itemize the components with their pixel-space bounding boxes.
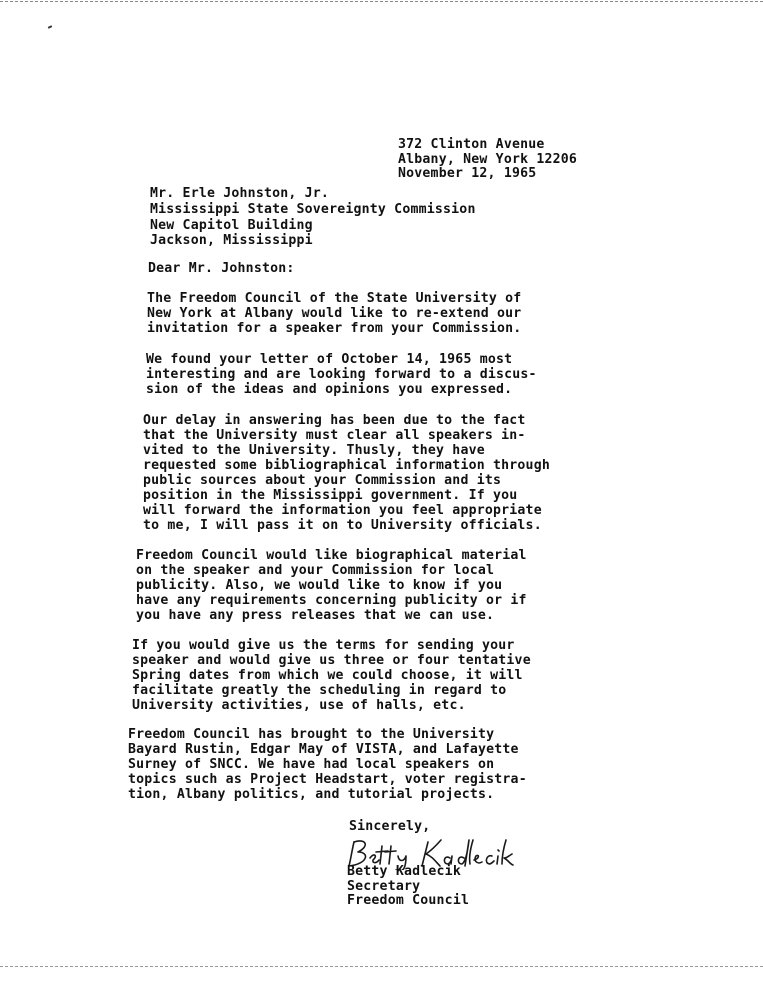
paragraph-line: tion, Albany politics, and tutorial projects. xyxy=(128,787,495,802)
paragraph-line: Our delay in answering has been due to the fact xyxy=(143,413,526,428)
paragraph-line: invitation for a speaker from your Commission. xyxy=(147,321,522,336)
paragraph-line: public sources about your Commission and its xyxy=(143,473,502,488)
paragraph-line: Bayard Rustin, Edgar May of VISTA, and Lafayette xyxy=(128,742,519,757)
paragraph-line: Surney of SNCC. We have had local speakers on xyxy=(128,757,495,772)
letter-date: November 12, 1965 xyxy=(398,166,537,181)
paragraph-line: Freedom Council has brought to the University xyxy=(128,727,495,742)
paragraph-line: that the University must clear all speakers in- xyxy=(143,428,526,443)
signer-organization: Freedom Council xyxy=(347,893,470,908)
paragraph-line: requested some bibliographical information through xyxy=(143,458,550,473)
salutation: Dear Mr. Johnston: xyxy=(148,261,295,276)
paragraph-line: topics such as Project Headstart, voter registra- xyxy=(128,772,527,787)
return-address-street: 372 Clinton Avenue xyxy=(398,137,545,152)
paragraph-line: have any requirements concerning publicity or if xyxy=(136,593,527,608)
paragraph-line: speaker and would give us three or four tentative xyxy=(132,653,531,668)
recipient-building: New Capitol Building xyxy=(150,218,313,233)
paragraph-line: The Freedom Council of the State University of xyxy=(147,291,522,306)
paragraph-line: We found your letter of October 14, 1965 most xyxy=(146,352,513,367)
paragraph-line: facilitate greatly the scheduling in regard to xyxy=(132,683,507,698)
scan-speck xyxy=(48,25,52,29)
recipient-organization: Mississippi State Sovereignty Commission xyxy=(150,202,476,217)
paragraph-line: Spring dates from which we could choose, it will xyxy=(132,668,523,683)
paragraph-line: you have any press releases that we can use. xyxy=(136,608,495,623)
recipient-name: Mr. Erle Johnston, Jr. xyxy=(150,186,330,201)
paragraph-line: to me, I will pass it on to University officials. xyxy=(143,518,542,533)
paragraph-line: interesting and are looking forward to a discus- xyxy=(146,367,537,382)
scan-edge-bottom xyxy=(0,966,763,967)
return-address-city: Albany, New York 12206 xyxy=(398,152,578,167)
paragraph-line: sion of the ideas and opinions you expressed. xyxy=(146,382,513,397)
paragraph-line: will forward the information you feel appropriate xyxy=(143,503,542,518)
recipient-city: Jackson, Mississippi xyxy=(150,233,313,248)
closing: Sincerely, xyxy=(349,819,431,834)
paragraph-line: Freedom Council would like biographical material xyxy=(136,548,527,563)
paragraph-line: University activities, use of halls, etc. xyxy=(132,698,466,713)
paragraph-line: position in the Mississippi government. If you xyxy=(143,488,518,503)
signer-title: Secretary xyxy=(347,879,421,894)
paragraph-line: vited to the University. Thusly, they have xyxy=(143,443,485,458)
paragraph-line: If you would give us the terms for sending your xyxy=(132,638,515,653)
paragraph-line: New York at Albany would like to re-extend our xyxy=(147,306,522,321)
paragraph-line: on the speaker and your Commission for local xyxy=(136,563,495,578)
paragraph-line: publicity. Also, we would like to know if you xyxy=(136,578,503,593)
signer-name: Betty Kadlecik xyxy=(347,864,461,879)
scan-edge-top xyxy=(0,1,763,2)
